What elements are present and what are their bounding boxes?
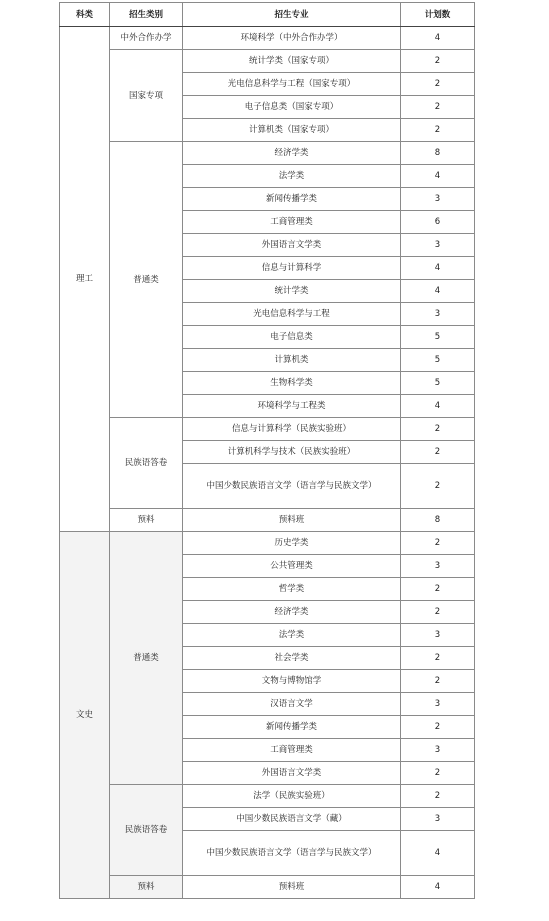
major-cell: 预料班: [183, 509, 401, 532]
major-cell: 计算机类: [183, 349, 401, 372]
major-cell: 统计学类（国家专项）: [183, 50, 401, 73]
count-cell: 8: [401, 142, 475, 165]
count-cell: 2: [401, 441, 475, 464]
category-cell: 普通类: [110, 532, 183, 785]
count-cell: 3: [401, 555, 475, 578]
section-wenshi: [60, 532, 475, 899]
header-row: [60, 3, 475, 27]
count-cell: 3: [401, 624, 475, 647]
count-cell: 2: [401, 532, 475, 555]
count-cell: 3: [401, 693, 475, 716]
table-header: [60, 3, 475, 27]
table-row: [60, 532, 475, 555]
major-cell: 计算机类（国家专项）: [183, 119, 401, 142]
header-category: 招生类别: [110, 3, 183, 27]
major-cell: 中国少数民族语言文学（语言学与民族文学）: [183, 464, 401, 509]
major-cell: 法学类: [183, 165, 401, 188]
table-row: [60, 50, 475, 73]
header-subject: 科类: [60, 3, 110, 27]
major-cell: 工商管理类: [183, 739, 401, 762]
count-cell: 3: [401, 739, 475, 762]
category-cell: 中外合作办学: [110, 27, 183, 50]
major-cell: 光电信息科学与工程: [183, 303, 401, 326]
major-cell: 光电信息科学与工程（国家专项）: [183, 73, 401, 96]
count-cell: 4: [401, 280, 475, 303]
count-cell: 3: [401, 303, 475, 326]
major-cell: 预料班: [183, 876, 401, 899]
major-cell: 中国少数民族语言文学（语言学与民族文学）: [183, 831, 401, 876]
major-cell: 法学类: [183, 624, 401, 647]
count-cell: 5: [401, 326, 475, 349]
count-cell: 2: [401, 601, 475, 624]
count-cell: 2: [401, 96, 475, 119]
major-cell: 外国语言文学类: [183, 762, 401, 785]
category-cell: 民族语答卷: [110, 418, 183, 509]
count-cell: 2: [401, 647, 475, 670]
major-cell: 文物与博物馆学: [183, 670, 401, 693]
count-cell: 4: [401, 165, 475, 188]
count-cell: 2: [401, 578, 475, 601]
count-cell: 2: [401, 50, 475, 73]
major-cell: 法学（民族实验班）: [183, 785, 401, 808]
count-cell: 2: [401, 73, 475, 96]
count-cell: 3: [401, 808, 475, 831]
section-ligong: [60, 27, 475, 532]
major-cell: 计算机科学与技术（民族实验班）: [183, 441, 401, 464]
table-row: [60, 509, 475, 532]
major-cell: 新闻传播学类: [183, 188, 401, 211]
major-cell: 信息与计算科学（民族实验班）: [183, 418, 401, 441]
major-cell: 电子信息类（国家专项）: [183, 96, 401, 119]
table-row: [60, 142, 475, 165]
category-cell: 普通类: [110, 142, 183, 418]
major-cell: 生物科学类: [183, 372, 401, 395]
major-cell: 统计学类: [183, 280, 401, 303]
major-cell: 经济学类: [183, 601, 401, 624]
major-cell: 环境科学（中外合作办学）: [183, 27, 401, 50]
major-cell: 经济学类: [183, 142, 401, 165]
count-cell: 2: [401, 418, 475, 441]
table-row: [60, 876, 475, 899]
category-cell: 民族语答卷: [110, 785, 183, 876]
count-cell: 2: [401, 716, 475, 739]
major-cell: 工商管理类: [183, 211, 401, 234]
major-cell: 环境科学与工程类: [183, 395, 401, 418]
count-cell: 5: [401, 349, 475, 372]
major-cell: 外国语言文学类: [183, 234, 401, 257]
table-row: [60, 27, 475, 50]
count-cell: 4: [401, 257, 475, 280]
major-cell: 社会学类: [183, 647, 401, 670]
count-cell: 5: [401, 372, 475, 395]
count-cell: 3: [401, 188, 475, 211]
count-cell: 4: [401, 395, 475, 418]
count-cell: 2: [401, 670, 475, 693]
count-cell: 2: [401, 464, 475, 509]
major-cell: 汉语言文学: [183, 693, 401, 716]
major-cell: 哲学类: [183, 578, 401, 601]
count-cell: 2: [401, 785, 475, 808]
enrollment-plan-table: [59, 2, 475, 899]
major-cell: 中国少数民族语言文学（藏）: [183, 808, 401, 831]
table-row: [60, 418, 475, 441]
major-cell: 公共管理类: [183, 555, 401, 578]
table-row: [60, 785, 475, 808]
count-cell: 2: [401, 119, 475, 142]
count-cell: 2: [401, 762, 475, 785]
major-cell: 新闻传播学类: [183, 716, 401, 739]
category-cell: 预料: [110, 509, 183, 532]
header-major: 招生专业: [183, 3, 401, 27]
major-cell: 电子信息类: [183, 326, 401, 349]
subject-cell: 文史: [60, 532, 110, 899]
category-cell: 预料: [110, 876, 183, 899]
major-cell: 历史学类: [183, 532, 401, 555]
count-cell: 8: [401, 509, 475, 532]
category-cell: 国家专项: [110, 50, 183, 142]
major-cell: 信息与计算科学: [183, 257, 401, 280]
count-cell: 4: [401, 27, 475, 50]
count-cell: 3: [401, 234, 475, 257]
header-count: 计划数: [401, 3, 475, 27]
count-cell: 6: [401, 211, 475, 234]
subject-cell: 理工: [60, 27, 110, 532]
count-cell: 4: [401, 831, 475, 876]
count-cell: 4: [401, 876, 475, 899]
